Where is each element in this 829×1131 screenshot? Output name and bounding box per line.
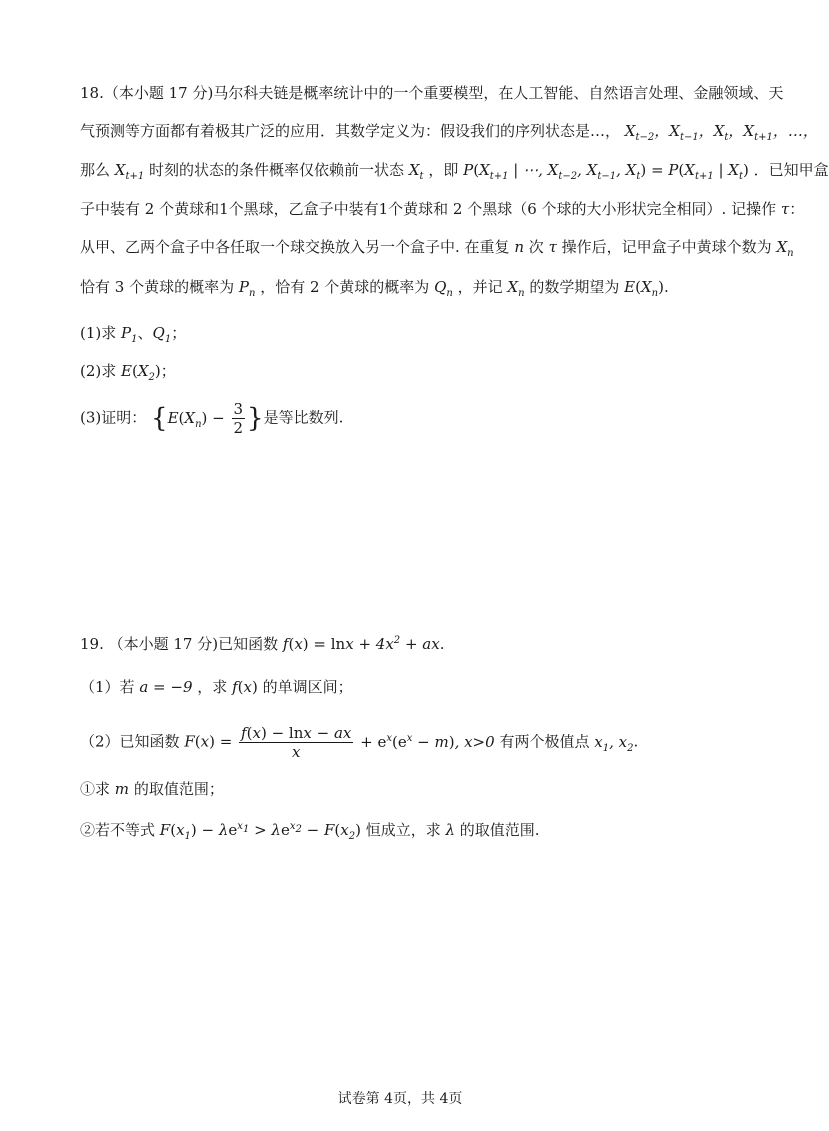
q18-n: n [514, 238, 524, 256]
q18-line6-b: ，恰有 2 个黄球的概率为 [260, 278, 430, 296]
q19-sub2-b: 恒成立，求 [365, 821, 441, 839]
q18-part3 [80, 400, 343, 437]
q19-part2-a: （2）已知函数 [80, 732, 180, 751]
q18-tau2: τ [548, 238, 557, 256]
q19-m: m [114, 780, 130, 798]
q18-line6: 恰有 3 个黄球的概率为 $P_n$ ，恰有 2 个黄球的概率为 $Q_n$ ，并记 $X_n$ 的数学期望为 $E(X_n)$. [80, 278, 669, 299]
q18-markov-formula: $P(X_{t+1}$ | ⋯, $X_{t-2}$, $X_{t-1}$, $X_t) = P(X_{t+1}$ | $X_t$) [463, 161, 749, 182]
q18-part1-sep: 、 [137, 324, 153, 342]
q19-sub2-a: ②若不等式 [80, 821, 156, 839]
q18-line2 [80, 120, 818, 149]
q18-xn: $X_n$ [776, 238, 794, 259]
q18-line4-text: 子中装有 2 个黄球和1个黑球，乙盒子中装有1个黄球和 2 个黑球（6 个球的大小形状完全相同）. 记操作 [80, 200, 777, 218]
q19-part2-b: 有两个极值点 [499, 732, 590, 751]
q18-header-text: 18.（本小题 17 分)马尔科夫链是概率统计中的一个重要模型，在人工智能、自然语言处理、金融领域、天 [80, 84, 784, 102]
q19-a-value: a = −9 [139, 678, 193, 696]
q18-qn: $Q_n$ [434, 278, 453, 299]
q18-sequence-formula: $X_{t-2}$，$X_{t-1}$，$X_t$，$X_{t+1}$，…， [624, 122, 818, 143]
q18-part3-label: (3)证明： [80, 408, 147, 427]
q19-sub1-a: ①求 [80, 780, 111, 798]
q18-ex2: $E(X_2)$ [121, 362, 161, 383]
q19-Fx-def: F(x) = [184, 732, 238, 751]
q18-line3 [80, 159, 829, 188]
q19-Fx-fraction: $\frac{f(x) - \ln x - ax}{x}$ [241, 724, 352, 761]
q18-xt1: $X_{t+1}$ [114, 161, 145, 182]
q19-header: 19. （本小题 17 分)已知函数 $f(x) = \ln x + 4x^2$ + ax. [80, 635, 445, 653]
right-brace: } [247, 403, 264, 434]
q19-lambda: λ [445, 821, 456, 839]
q18-tau: τ [780, 200, 790, 218]
q18-line3-a: 那么 [80, 161, 111, 179]
q19-sub2-c: 的取值范围. [459, 821, 540, 839]
q18-line2-text: 气预测等方面都有着极其广泛的应用．其数学定义为：假设我们的序列状态是…， [80, 122, 621, 140]
q18-p1: $P_1$ [121, 324, 138, 345]
q19-part1-a: （1）若 [80, 678, 135, 696]
q19-Fx-tail: + $e^x(e^x - m)$, x>0 [355, 732, 495, 751]
q18-part3-end: 是等比数列. [263, 408, 344, 427]
q18-xt: $X_t$ [408, 161, 424, 182]
q18-part1 [80, 322, 186, 351]
page-footer: 试卷第 4页，共 4页 [337, 1091, 463, 1107]
q19-header-text: 19. （本小题 17 分)已知函数 [80, 635, 279, 653]
q18-line5-a: 从甲、乙两个盒子中各任取一个球交换放入另一个盒子中. 在重复 [80, 238, 510, 256]
q18-q1: $Q_1$ [152, 324, 172, 345]
q18-line3-b: 时刻的状态的条件概率仅依赖前一状态 [149, 161, 405, 179]
q19-sub1-b: 的取值范围； [133, 780, 224, 798]
q19-part1-c: 的单调区间； [262, 678, 353, 696]
q18-xn2: $X_n$ [507, 278, 525, 299]
q18-part2-label: (2)求 [80, 362, 117, 380]
q18-line3-d: ．已知甲盒 [753, 161, 829, 179]
three-halves-fraction: $\frac{3}{2}$ [233, 400, 244, 437]
q18-part2-end: ； [160, 362, 176, 380]
q18-exn: $E(X_n)$ [624, 278, 664, 299]
q18-line6-d: 的数学期望为 [529, 278, 620, 296]
q19-sub1 [80, 778, 224, 800]
q18-line6-a: 恰有 3 个黄球的概率为 [80, 278, 235, 296]
q19-fx: f(x) [232, 678, 258, 696]
q18-line5-b: 次 [528, 238, 544, 256]
q19-part1 [80, 676, 353, 698]
q19-x1x2: $x_1$, $x_2$ [594, 732, 634, 754]
q18-part3-formula: $E(X_n)$ − [167, 408, 230, 430]
q18-line5-c: 操作后，记甲盒子中黄球个数为 [561, 238, 772, 256]
q19-inequality: $F(x_1) - \lambda e^{x_1} > \lambda e^{x_2} - F(x_2)$ [159, 821, 361, 842]
q19-part1-b: ，求 [197, 678, 228, 696]
q18-line3-c: ，即 [428, 161, 459, 179]
q18-line5 [80, 236, 794, 265]
q19-function: $f(x) = \ln x + 4x^2$ + ax [282, 635, 440, 653]
left-brace: { [151, 403, 168, 434]
q19-part2: （2）已知函数 F(x) = $\frac{f(x) - \ln x - ax}{x}$ + $e^x(e^x - m)$, x>0 有两个极值点 $x_1$, $x_2$. [80, 724, 639, 761]
q18-line6-c: ，并记 [457, 278, 503, 296]
q18-part2 [80, 360, 176, 389]
q18-header [80, 82, 784, 104]
q18-pn: $P_n$ [238, 278, 256, 299]
q18-part1-label: (1)求 [80, 324, 117, 342]
q19-sub2 [80, 816, 540, 848]
q18-line4: 子中装有 2 个黄球和1个黑球，乙盒子中装有1个黄球和 2 个黑球（6 个球的大小形状完全相同）. 记操作 τ： [80, 200, 805, 218]
q18-part1-end: ； [171, 324, 187, 342]
